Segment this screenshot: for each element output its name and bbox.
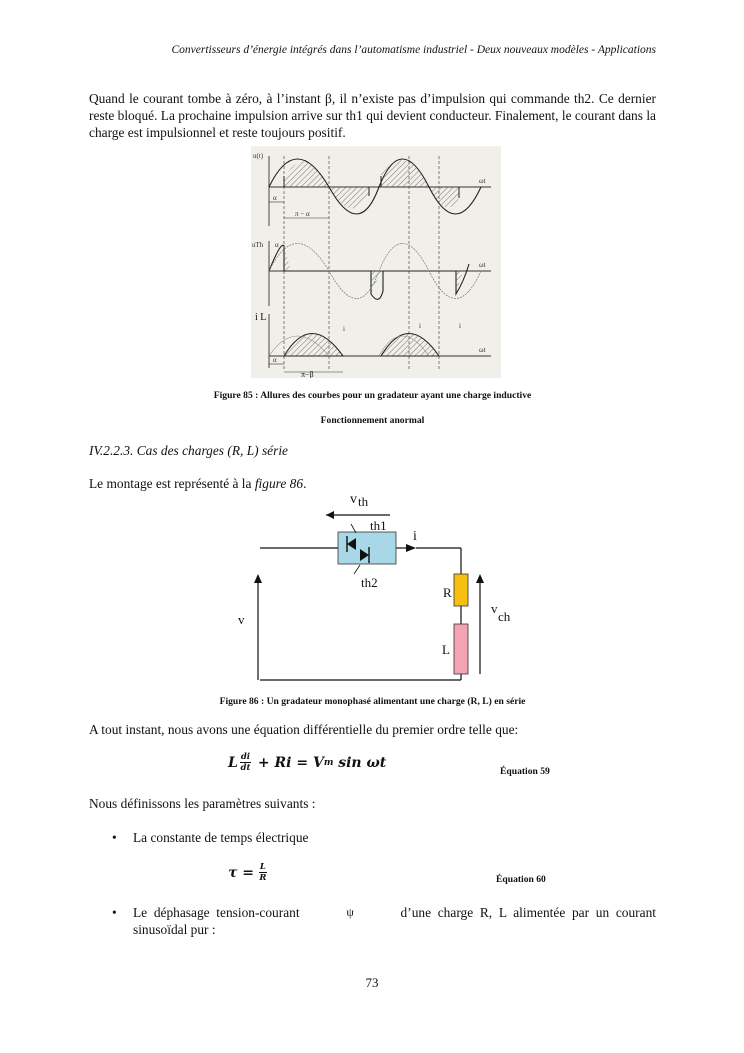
label-alpha-3: α [273,356,277,364]
label-vch: ch [498,609,511,624]
bullet-2-marker: • [112,905,117,920]
current-lobe-1 [284,334,343,357]
label-l: L [442,642,450,657]
label-i1-b: i [419,322,421,330]
figure-86 [230,488,530,688]
figure-85-subcaption: Fonctionnement anormal [320,415,425,426]
montage-sentence: Le montage est représenté à la figure 86. [89,476,307,491]
label-v: v [238,612,245,627]
paragraph-2: A tout instant, nous avons une équation différentielle du premier ordre telle que: [89,722,519,737]
figure-85-waveforms [251,146,501,378]
label-pi-minus-beta: π−β [301,370,314,378]
paragraph-3: Nous définissons les paramètres suivants : [89,796,316,811]
label-i1-c: i [459,322,461,330]
label-wt-2: ωt [479,261,486,269]
label-uth-axis: uTh [252,241,264,249]
label-vth-v: v [350,492,357,507]
label-alpha-2: α [275,241,279,249]
bullet-2-line-1: Le déphasage tension-courant ψ d’une charge R, L alimentée par un courant [133,905,656,920]
section-title: IV.2.2.3. Cas des charges (R, L) série [89,443,288,458]
inductor-l [454,624,468,674]
label-th1: th1 [370,518,387,533]
equation-60: τ = $\frac{L}{R}$ [228,862,267,883]
figure-85-caption: Figure 85 : Allures des courbes pour un gradateur ayant une charge inductive [213,390,532,401]
label-wt-3: ωt [479,346,486,354]
label-alpha-1: α [273,194,277,202]
label-vth: th [358,494,369,509]
label-current-i: i [413,529,417,544]
label-i1-a: i [343,325,345,333]
hatch-u-1 [284,162,329,187]
current-lobe-2 [381,334,439,357]
equation-59-label: Équation 59 [500,766,550,777]
running-header: Convertisseurs d’énergie intégrés dans l’automatisme industriel - Deux nouveaux modèles - Applications [171,44,656,56]
label-vch-v: v [491,601,498,616]
figure-85 [251,146,501,378]
bullet-2-line-2: sinusoïdal pur : [133,922,216,937]
figure-86-caption: Figure 86 : Un gradateur monophasé alimentant une charge (R, L) en série [219,696,526,707]
bullet-1-text: La constante de temps électrique [133,830,309,845]
label-th2: th2 [361,575,378,590]
label-pi-minus-alpha: π − α [295,210,310,218]
equation-59: L di dt + Ri = V m sin ωt [228,752,387,773]
label-u-axis: u(t) [253,152,264,160]
bullet-1-marker: • [112,830,117,845]
resistor-r [454,574,468,606]
hatch-u-4 [429,187,459,207]
label-r: R [443,585,452,600]
paragraph-1: Quand le courant tombe à zéro, à l’instant β, il n’existe pas d’impulsion qui commande th2. Ce dernier reste bloqué. La prochaine impulsion arrive sur th1 qui devient conducteur. Finalement, le courant dans la charge est impulsionnel et reste toujours positif. [89,91,656,140]
page-number: 73 [365,975,379,990]
figure-86-circuit [230,488,530,688]
label-il-axis: i L [255,312,267,323]
equation-60-label: Équation 60 [496,874,546,885]
label-wt-1: ωt [479,177,486,185]
